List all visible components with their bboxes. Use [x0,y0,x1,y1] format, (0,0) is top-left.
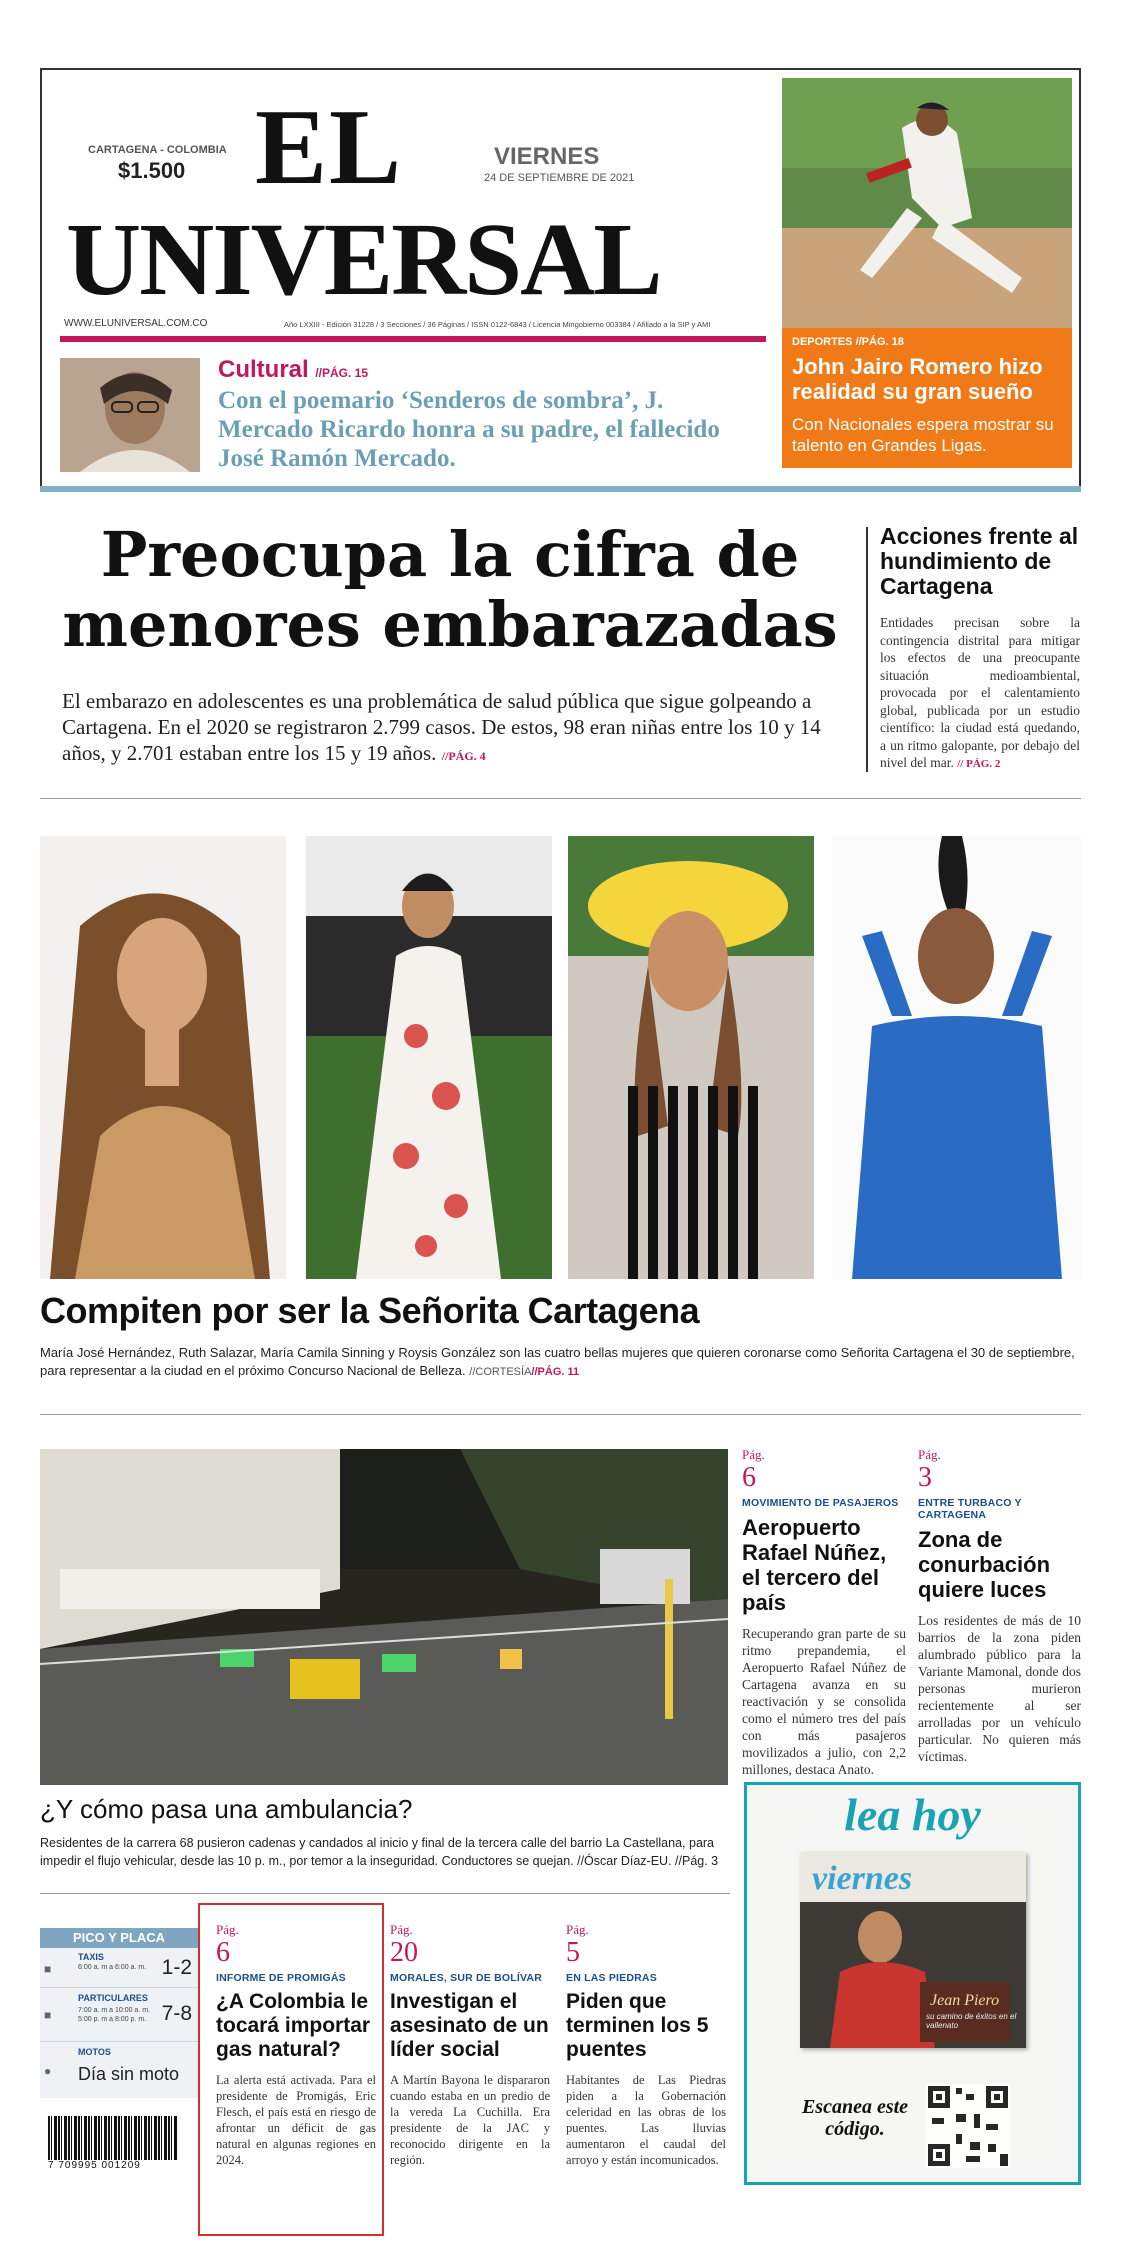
side-story-divider [866,527,868,772]
pico-row-label: MOTOS [78,2047,111,2057]
pageant-photo-2[interactable] [306,836,552,1279]
brief-leader-pag: Pág. [390,1922,413,1937]
pico-row-label: PARTICULARES [78,1993,148,2003]
barcode-number: 7 709995 001209 [48,2160,141,2171]
brief-gas[interactable] [216,1922,376,2168]
car-icon: ■ [44,1962,52,1976]
brief-leader[interactable] [390,1922,550,2168]
brief-leader-body: A Martín Bayona le dispararon cuando estaba en un predio de la vereda La Cuchilla. Era presidente de la JAC y reconocido dirigente en la región. [390,2073,550,2167]
brief-bridges-pag: Pág. [566,1922,589,1937]
website-link[interactable]: WWW.ELUNIVERSAL.COM.CO [64,318,208,329]
brief-bridges-title[interactable]: Piden que terminen los 5 puentes [566,1990,709,2061]
motorcycle-icon: ● [44,2064,52,2078]
pageant-caption-text: María José Hernández, Ruth Salazar, María Camila Sinning y Roysis González son las cuatro bellas mujeres que quieren coronarse como Señorita Cartagena el 30 de septiembre, para representar a la ciudad en el próximo Concurso Nacional de Belleza. [40,1345,1075,1378]
brief-gas-kicker: INFORME DE PROMIGÁS [216,1972,346,1984]
brief-airport-body: Recuperando gran parte de su ritmo prepandemia, el Aeropuerto Rafael Núñez de Cartagena avanza en su reactivación y se consolida como el número tres del país con más pasajeros movilizados a julio, con 2,2 millones, destaca Anato. [742,1626,906,1777]
brief-bridges-body: Habitantes de Las Piedras piden a la Gobernación celeridad en las obras de los puentes. Las lluvias aumentaron el caudal del arroyo y están incomunicados. [566,2073,726,2167]
ambulance-photo[interactable] [40,1449,728,1785]
date-label: 24 DE SEPTIEMBRE DE 2021 [484,172,635,184]
location-label: CARTAGENA - COLOMBIA [88,144,227,156]
pageant-photo-1[interactable] [40,836,286,1279]
ambulance-headline[interactable]: ¿Y cómo pasa una ambulancia? [40,1794,413,1824]
brief-airport-pag: Pág. [742,1447,765,1462]
brief-gas-pag: Pág. [216,1922,239,1937]
magazine-name: viernes [812,1860,913,1897]
brief-gas-title[interactable]: ¿A Colombia le tocará importar gas natural? [216,1990,371,2061]
brief-airport-kicker: MOVIMIENTO DE PASAJEROS [742,1497,899,1509]
divider-1 [40,798,1081,799]
pico-row-value: Día sin moto [78,2064,180,2084]
barcode [48,2116,178,2160]
cultural-page: //PÁG. 15 [315,366,369,380]
logo-el: EL [255,88,404,207]
brief-airport[interactable] [742,1447,906,1778]
edition-info: Año LXXIII - Edición 31228 / 3 Secciones / 36 Páginas / ISSN 0122-6843 / Licencia Mingobierno 003384 / Afiliado a la SIP y AMI [284,320,711,329]
pico-placa-title: PICO Y PLACA [40,1928,198,1948]
main-body-text: El embarazo en adolescentes es una problemática de salud pública que sigue golpeando a Cartagena. En el 2020 se registraron 2.799 casos. De estos, 98 eran niñas entre los 10 y 14 años, y 2.701 estaban entre los 15 y 19 años. [62,689,821,765]
pico-row-motos [40,2042,198,2096]
brief-conurbation[interactable] [918,1447,1081,1765]
brief-airport-num: 6 [742,1462,756,1493]
car-icon: ■ [44,2008,52,2022]
pageant-photo-3[interactable] [568,836,814,1279]
brief-gas-num: 6 [216,1937,230,1968]
divider-3 [40,1893,730,1894]
brief-airport-title[interactable]: Aeropuerto Rafael Núñez, el tercero del país [742,1515,887,1615]
promo-title: lea hoy [844,1789,981,1840]
brief-conurbation-body: Los residentes de más de 10 barrios de la zona piden alumbrado público para la Variante Mamonal, donde dos personas murieron recientemente al ser arrolladas por un vehículo particular. No quieren más víctimas. [918,1613,1081,1764]
brief-leader-kicker: MORALES, SUR DE BOLÍVAR [390,1972,542,1984]
main-body [62,688,822,769]
promo-cta: Escanea este código. [801,2096,909,2140]
main-headline[interactable]: Preocupa la cifra de menores embarazadas [62,518,838,661]
cover-tagline: su camino de éxitos en el vallenato [926,2012,1017,2030]
cultural-section: Cultural [218,356,309,383]
brief-bridges-kicker: EN LAS PIEDRAS [566,1972,657,1984]
pico-row-value: 1-2 [161,1956,192,1979]
pico-row-taxis [40,1948,198,1988]
sports-text: Con Nacionales espera mostrar su talento en Grandes Ligas. [792,415,1054,455]
pageant-photo-4[interactable] [832,836,1081,1279]
masthead-bottom-bar [40,486,1081,492]
sports-photo[interactable] [782,78,1072,328]
side-story-text: Entidades precisan sobre la contingencia distrital para mitigar los efectos de una preocupante situación medioambiental, provocada por el calentamiento global, publicada por un estudio científico: la ciudad está quedando, a un ritmo galopante, por debajo del nivel del mar. [880,615,1080,770]
sports-title[interactable]: John Jairo Romero hizo realidad su gran sueño [792,354,1043,404]
pageant-credit: //CORTESÍA [469,1366,532,1378]
pageant-headline[interactable]: Compiten por ser la Señorita Cartagena [40,1290,700,1331]
brief-leader-title[interactable]: Investigan el asesinato de un líder social [390,1990,549,2061]
cultural-text[interactable]: Con el poemario ‘Senderos de sombra’, J. Mercado Ricardo honra a su padre, el fallecido José Ramón Mercado. [218,387,720,472]
masthead-accent-rule [60,336,766,342]
main-page-ref[interactable]: //PÁG. 4 [441,749,486,763]
brief-conurbation-pag: Pág. [918,1447,941,1462]
logo-universal: UNIVERSAL [66,202,661,317]
side-story-page[interactable]: // PÁG. 2 [957,758,1001,770]
brief-bridges-num: 5 [566,1937,580,1968]
brief-conurbation-kicker: ENTRE TURBACO Y CARTAGENA [918,1497,1022,1521]
qr-code-icon[interactable] [926,2084,1010,2168]
brief-bridges[interactable] [566,1922,726,2168]
cultural-photo[interactable] [60,358,200,472]
ambulance-caption: Residentes de la carrera 68 pusieron cadenas y candados al inicio y final de la tercera calle del barrio La Castellana, para impedir el flujo vehicular, desde las 10 p. m., por temor a la inseguridad. Conductores se quejan. //Óscar Díaz-EU. //Pág. 3 [40,1836,719,1868]
pico-placa-box [40,1928,198,2098]
brief-conurbation-title[interactable]: Zona de conurbación quiere luces [918,1527,1051,1602]
sports-section: DEPORTES //PÁG. 18 [792,336,904,348]
cultural-section-label [218,356,368,384]
brief-gas-body: La alerta está activada. Para el presidente de Promigás, Eric Flesch, el país está en riesgo de afrontar un déficit de gas natural en algunas regiones en 2024. [216,2073,376,2167]
brief-conurbation-num: 3 [918,1462,932,1493]
brief-leader-num: 20 [390,1937,418,1968]
pico-row-particulares [40,1988,198,2042]
pico-row-hours: 7:00 a. m a 10:00 a. m. 5:00 p. m a 8:00 p. m. [78,2007,150,2023]
side-story-title[interactable]: Acciones frente al hundimiento de Cartagena [880,523,1079,599]
side-story-body [880,614,1080,774]
pico-row-value: 7-8 [161,2002,192,2025]
price: $1.500 [118,158,186,183]
divider-2 [40,1414,1081,1415]
pageant-caption [40,1344,1081,1381]
pico-row-label: TAXIS [78,1952,104,1962]
pageant-page[interactable]: //PÁG. 11 [531,1366,580,1378]
cover-person: Jean Piero [930,1992,1000,2009]
pico-row-hours: 6:00 a. m a 6:00 a. m. [78,1964,147,1971]
day-label: VIERNES [494,143,600,170]
